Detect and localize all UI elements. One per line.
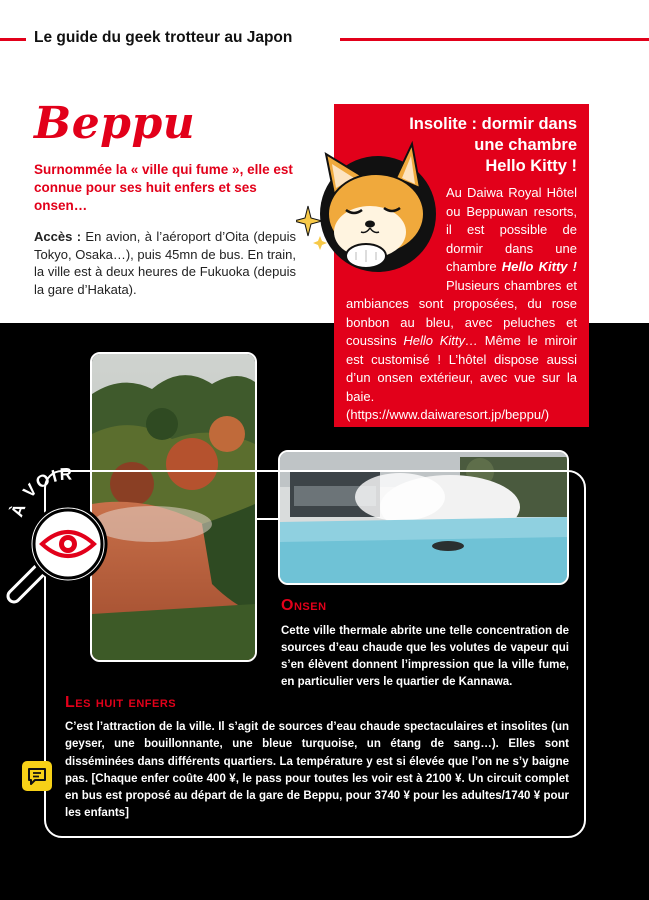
- insolite-text-2: Plusieurs chambres et ambiances sont proposées, du rose bonbon au bleu, avec peluches et coussins: [346, 277, 577, 348]
- hello-kitty-text: Hello Kitty…: [403, 333, 478, 348]
- insolite-title-line: Hello Kitty !: [485, 157, 577, 175]
- running-header: Le guide du geek trotteur au Japon: [34, 29, 293, 46]
- access-label: Accès :: [34, 229, 82, 244]
- hello-kitty-text: Hello Kitty !: [501, 259, 577, 274]
- city-subtitle: Surnommée la « ville qui fume », elle est connue pour ses huit enfers et ses onsen…: [34, 162, 293, 213]
- onsen-title: Onsen: [281, 597, 327, 614]
- enfers-text: C’est l’attraction de la ville. Il s’agit de sources d’eau chaude spectaculaires et insolites (un geyser, une bouillonnante, une bleue turquoise, un étang de sang…). Elles sont disséminées dans différents quartiers. La température y est si élevée que l’on ne s’y baigne pas. [Chaque enfer coûte 400 ¥, le pass pour toutes les voir est à 2100 ¥. Un circuit complet en bus est proposé au départ de la gare de Beppu, pour 3740 ¥ pour les adultes/1740 ¥ pour les enfants]: [65, 721, 569, 820]
- city-title: Beppu: [34, 98, 196, 149]
- enfers-title: Les huit enfers: [65, 694, 177, 711]
- header-rule-right: [340, 38, 649, 41]
- onsen-text: Cette ville thermale abrite une telle concentration de sources d’eau chaude que les volutes de vapeur qui s’en élèvent donnent l’impression que la ville fume, en particulier vers le quartier de Kannawa.: [281, 625, 569, 688]
- a-voir-label: À VOIR: [7, 464, 75, 520]
- insolite-text-1: Au Daiwa Royal Hôtel ou Beppuwan resorts, il est possible de dormir dans une chambre: [446, 185, 577, 274]
- shiba-dog-illustration: [296, 136, 444, 286]
- access-paragraph: [34, 228, 296, 298]
- header-rule-left: [0, 38, 26, 41]
- access-text: En avion, à l’aéroport d’Oita (depuis Tokyo, Osaka…), puis 45mn de bus. En train, la ville est à deux heures de Fukuoka (depuis la gare d’Hakata).: [34, 229, 296, 297]
- comment-icon[interactable]: [22, 761, 52, 791]
- a-voir-badge: [0, 450, 115, 610]
- eye-magnifier-icon: [42, 532, 94, 556]
- insolite-title-line: Insolite : dormir dans: [409, 115, 577, 133]
- insolite-text-3: Même le miroir est customisé ! L’hôtel dispose aussi d’un onsen extérieur, avec vue sur la baie. (https://www.daiwaresort.jp/beppu/): [346, 333, 577, 422]
- insolite-title-line: une chambre: [474, 136, 577, 154]
